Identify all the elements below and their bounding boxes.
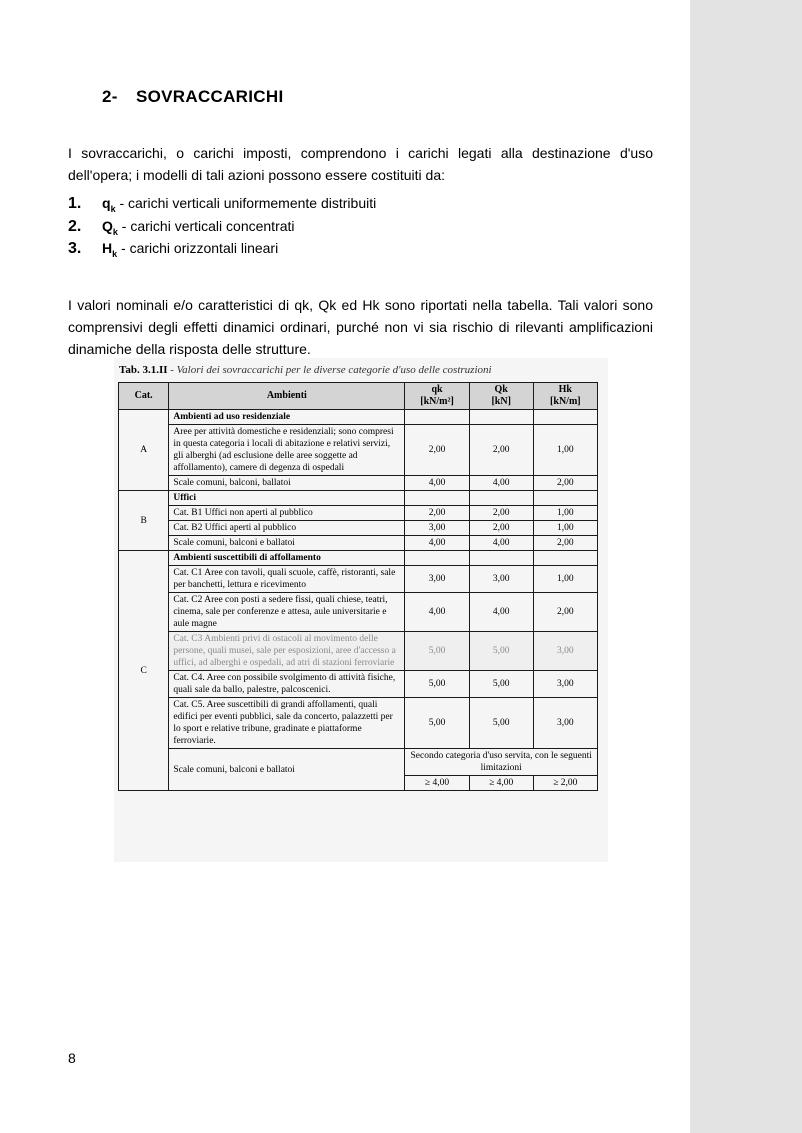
values-paragraph: I valori nominali e/o caratteristici di qk, Qk ed Hk sono riportati nella tabella. Tali valori sono comprensivi degli effetti dinamici ordinari, purché non vi sia rischio di rilevanti amplificazioni dinamiche della risposta delle strutture. — [68, 297, 653, 357]
table-row: Scale comuni, balconi, ballatoi 4,00 4,00 2,00 — [119, 476, 598, 491]
table-figure — [114, 358, 608, 862]
section-row: Ambienti ad uso residenziale — [169, 410, 405, 425]
category-cell: A — [119, 410, 169, 491]
table-row: Cat. C1 Aree con tavoli, quali scuole, caffè, ristoranti, sale per banchetti, lettura e ricevimento 3,00 3,00 1,00 — [119, 566, 598, 593]
list-item: 1. $q_k$ - carichi verticali uniformemente distribuiti — [68, 195, 377, 214]
table-row — [119, 551, 598, 566]
section-number: 2- — [102, 87, 118, 106]
load-types-list — [68, 192, 653, 260]
section-heading — [102, 87, 283, 107]
intro-paragraph: I sovraccarichi, o carichi imposti, comprendono i carichi legati alla destinazione d'uso dell'opera; i modelli di tali azioni possono essere costituiti da: — [68, 145, 653, 183]
section-row: Ambienti suscettibili di affollamento — [169, 551, 405, 566]
table-row: Cat. C3 Ambienti privi di ostacoli al movimento delle persone, quali musei, sale per esposizioni, aree d'accesso a uffici, ad alberghi e ospedali, ad atri di stazioni ferroviarie 5,00 5,00 3,00 — [119, 632, 598, 671]
table-row: Scale comuni, balconi e ballatoi Secondo categoria d'uso servita, con le seguenti limitazioni — [119, 749, 598, 776]
table-row: Cat. C5. Aree suscettibili di grandi affollamenti, quali edifici per eventi pubblici, sale da concerto, palazzetti per lo sport e relative tribune, gradinate e piattaforme ferroviarie. 5,00 5,00 3,00 — [119, 698, 598, 749]
table-row: Cat. B2 Uffici aperti al pubblico 3,00 2,00 1,00 — [119, 521, 598, 536]
table-row: ≥ 4,00 ≥ 4,00 ≥ 2,00 — [119, 776, 598, 791]
table-row: Scale comuni, balconi e ballatoi 4,00 4,00 2,00 — [119, 536, 598, 551]
table-row — [119, 491, 598, 506]
table-header-row: Cat. Ambienti qk [kN/m²] Qk [kN] Hk [kN/m] — [119, 383, 598, 410]
table-row: Cat. C4. Aree con possibile svolgimento di attività fisiche, quali sale da ballo, palestre, palcoscenici. 5,00 5,00 3,00 — [119, 671, 598, 698]
page-sidebar-band — [690, 0, 802, 1133]
loads-table — [118, 382, 598, 791]
category-cell: C — [119, 551, 169, 791]
list-item: 3. $H_k$ - carichi orizzontali lineari — [68, 240, 279, 259]
symbol: $q_k$ — [102, 195, 116, 214]
table-row: Cat. B1 Uffici non aperti al pubblico 2,00 2,00 1,00 — [119, 506, 598, 521]
symbol: $Q_k$ — [102, 217, 118, 237]
page-number: 8 — [68, 1050, 76, 1066]
table-caption: Tab. 3.1.II - Valori dei sovraccarichi per le diverse categorie d'uso delle costruzioni — [119, 364, 492, 376]
table-row — [119, 410, 598, 425]
table-row: Cat. C2 Aree con posti a sedere fissi, quali chiese, teatri, cinema, sale per conferenze e attesa, aule universitarie e aule magne 4,00 4,00 2,00 — [119, 593, 598, 632]
category-cell: B — [119, 491, 169, 551]
list-item: 2. $Q_k$ - carichi verticali concentrati — [68, 217, 295, 237]
section-title: SOVRACCARICHI — [136, 87, 284, 106]
table-row: Aree per attività domestiche e residenziali; sono compresi in questa categoria i locali di abitazione e relativi servizi, gli alberghi (ad esclusione delle aree soggette ad affollamento), camere di degenza di ospedali 2,00 2,00 1,00 — [119, 425, 598, 476]
symbol: $H_k$ — [102, 240, 118, 259]
section-row: Uffici — [169, 491, 405, 506]
